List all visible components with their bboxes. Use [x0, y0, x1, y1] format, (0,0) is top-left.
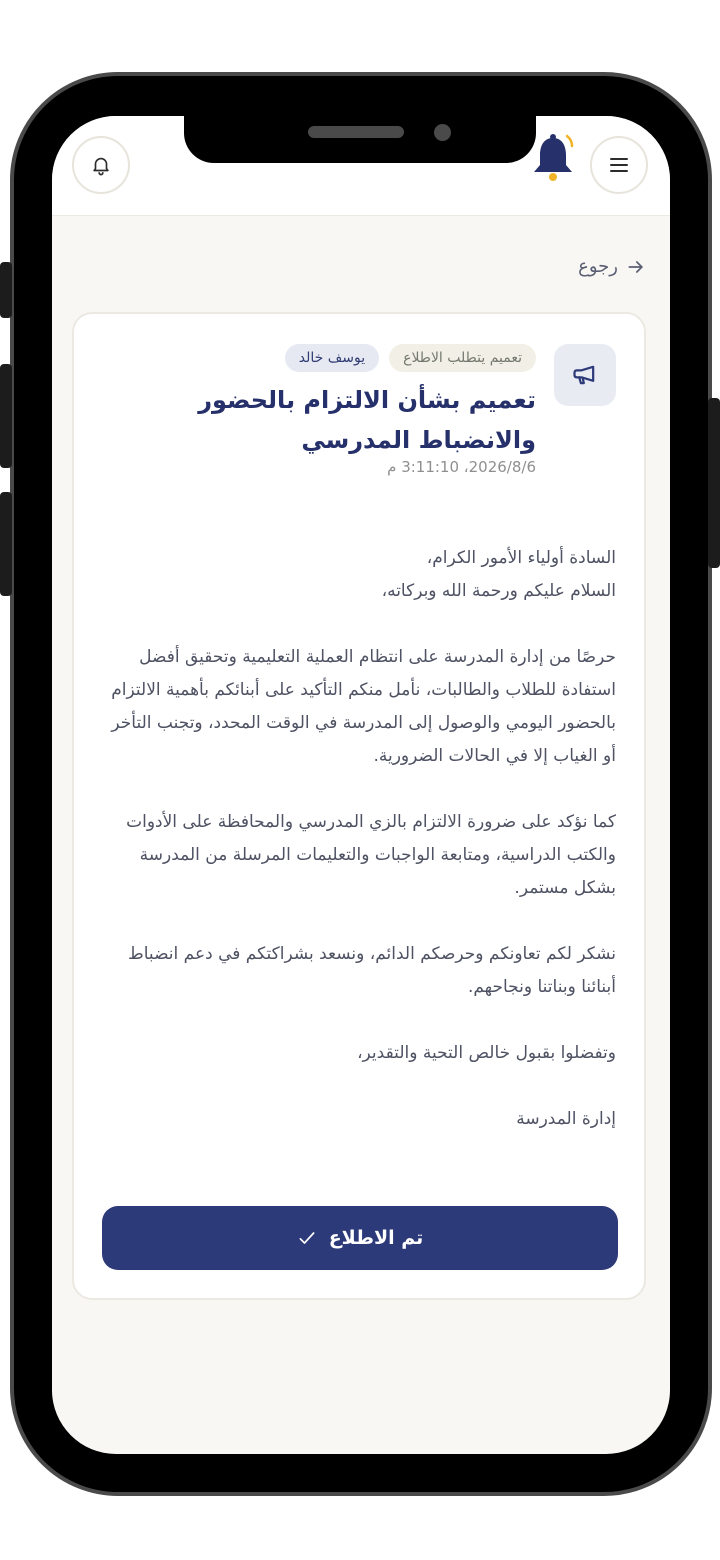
side-button-volume-up [0, 364, 12, 468]
closing-line: وتفضلوا بقبول خالص التحية والتقدير، [357, 1043, 616, 1063]
app-screen [52, 116, 670, 1454]
paragraph-2: كما نؤكد على ضرورة الالتزام بالزي المدرسي والمحافظة على الأدوات والكتب الدراسية، ومتابعة الواجبات والتعليمات المرسلة من المدرسة بشكل مستمر. [126, 812, 616, 898]
phone-notch [184, 116, 536, 163]
check-icon [297, 1228, 317, 1248]
megaphone-icon [571, 361, 599, 389]
paragraph-1: حرصًا من إدارة المدرسة على انتظام العملية التعليمية وتحقيق أفضل استفادة للطلاب والطالبات، نأمل منكم التأكيد على أبنائكم بأهمية الالتزام بالحضور اليومي والوصول إلى المدرسة في الوقت المحدد، وتجنب التأخر أو الغياب إلا في الحالات الضرورية. [111, 647, 616, 766]
announcement-body [98, 542, 616, 1136]
notifications-button[interactable] [72, 136, 130, 194]
paragraph-3: نشكر لكم تعاونكم وحرصكم الدائم، ونسعد بشراكتكم في دعم انضباط أبنائنا وبناتنا ونجاحهم. [128, 944, 616, 997]
announcement-icon-box [554, 344, 616, 406]
notification-bell-icon [528, 132, 578, 184]
bell-icon [90, 154, 112, 176]
acknowledge-label: تم الاطلاع [328, 1227, 424, 1249]
arrow-right-icon [626, 257, 646, 277]
notch-camera [434, 124, 451, 141]
side-button-volume-down [0, 492, 12, 596]
greeting-line-2: السلام عليكم ورحمة الله وبركاته، [381, 581, 616, 601]
author-badge: يوسف خالد [285, 344, 379, 372]
menu-button[interactable] [590, 136, 648, 194]
badges [285, 344, 536, 372]
requires-ack-badge: تعميم يتطلب الاطلاع [389, 344, 536, 372]
back-link[interactable] [578, 256, 646, 277]
back-label: رجوع [578, 256, 618, 277]
side-button-power [708, 398, 720, 568]
notch-speaker [308, 126, 404, 138]
side-button-mute [0, 262, 12, 318]
acknowledge-button[interactable] [102, 1206, 618, 1270]
announcement-title: تعميم بشأن الالتزام بالحضور والانضباط المدرسي [198, 386, 536, 454]
announcement-card [72, 312, 646, 1300]
greeting-line-1: السادة أولياء الأمور الكرام، [426, 548, 616, 568]
menu-icon [607, 153, 631, 177]
announcement-date: 2026/8/6، 3:11:10 م [387, 458, 536, 476]
signature: إدارة المدرسة [516, 1109, 616, 1129]
